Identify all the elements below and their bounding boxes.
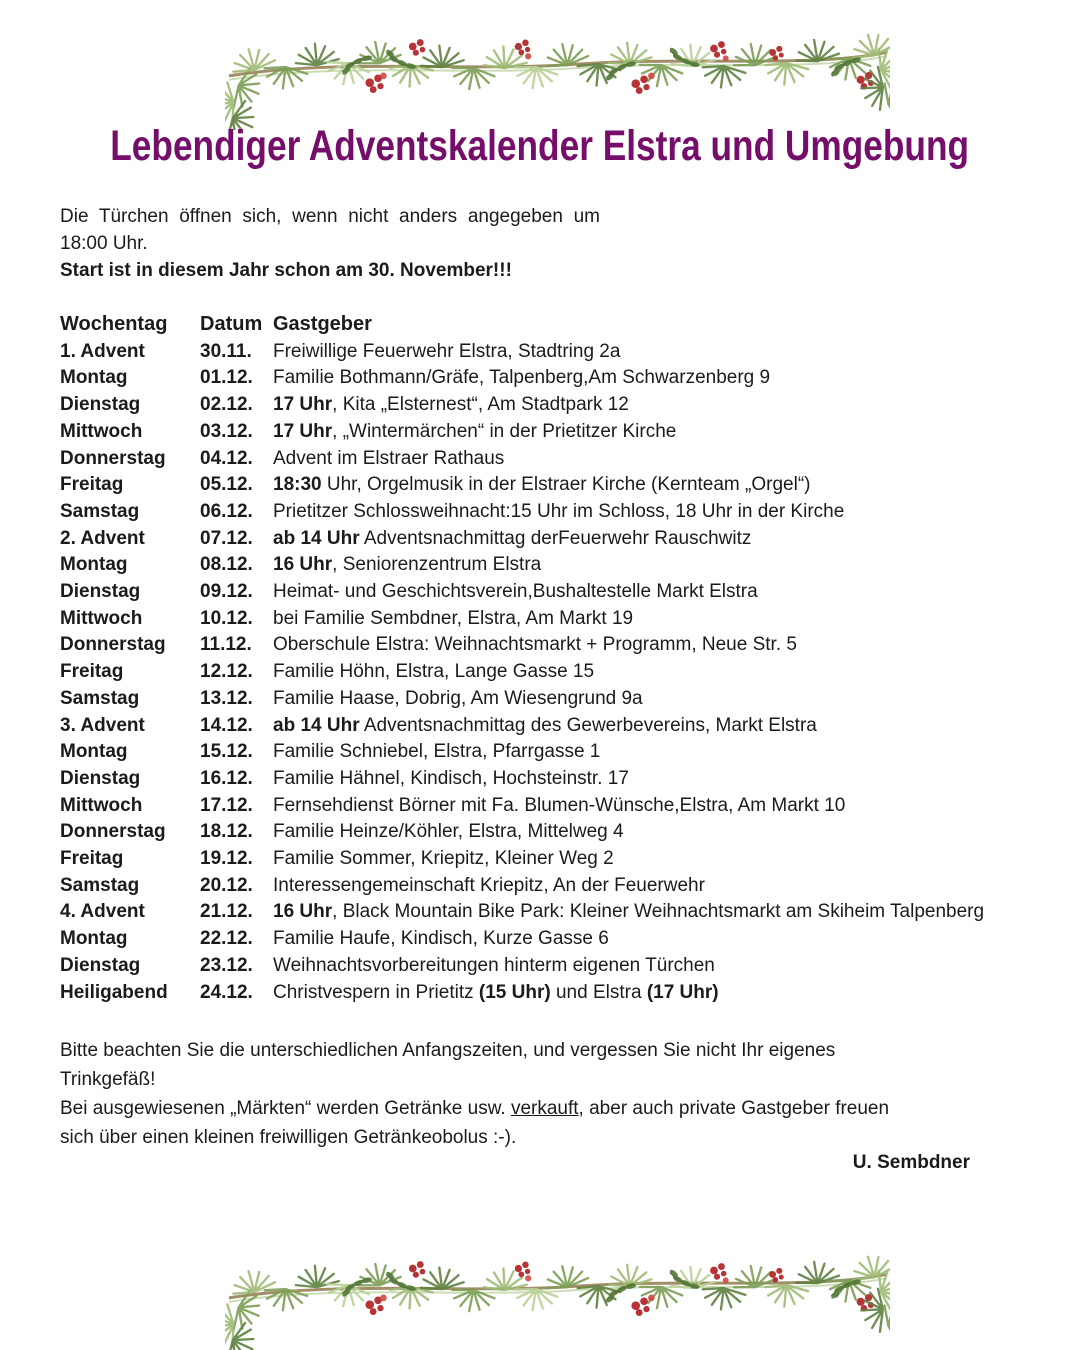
row-date: 21.12. xyxy=(200,901,253,923)
intro-start-note: Start ist in diesem Jahr schon am 30. November!!! xyxy=(60,260,512,281)
intro-line1: Die Türchen öffnen sich, wenn nicht anders angegeben um xyxy=(60,206,600,227)
row-date: 20.12. xyxy=(200,874,253,896)
row-host: 16 Uhr, Black Mountain Bike Park: Kleiner Weihnachtsmarkt am Skiheim Talpenberg xyxy=(273,901,985,923)
row-date: 06.12. xyxy=(200,500,253,522)
row-host: ab 14 Uhr Adventsnachmittag derFeuerwehr Rauschwitz xyxy=(273,527,752,549)
row-date: 19.12. xyxy=(200,848,253,870)
row-date: 11.12. xyxy=(200,634,252,656)
row-weekday: Dienstag xyxy=(60,394,141,416)
row-date: 08.12. xyxy=(200,554,253,576)
table-row xyxy=(60,873,1050,900)
row-weekday: Samstag xyxy=(60,500,140,522)
row-date: 02.12. xyxy=(200,394,253,416)
schedule-header-row xyxy=(60,311,1050,338)
header-date: Datum xyxy=(200,313,263,335)
signature: U. Sembdner xyxy=(852,1152,970,1173)
table-row xyxy=(60,472,1050,499)
table-row xyxy=(60,926,1050,953)
row-date: 04.12. xyxy=(200,447,253,469)
table-row xyxy=(60,632,1050,659)
garland-bottom-image xyxy=(225,1232,890,1350)
table-row xyxy=(60,446,1050,473)
row-weekday: Montag xyxy=(60,554,128,576)
notice-drinks: Bei ausgewiesenen „Märkten“ werden Getränke usw. verkauft, aber auch private Gastgeber freuen sich über einen kleinen freiwilligen Getränkeobolus :-). xyxy=(60,1098,890,1148)
garland-top-image xyxy=(225,10,890,130)
row-weekday: 4. Advent xyxy=(60,901,145,923)
table-row xyxy=(60,793,1050,820)
row-host: 17 Uhr, „Wintermärchen“ in der Prietitzer Kirche xyxy=(273,420,677,442)
row-weekday: Freitag xyxy=(60,661,124,683)
table-row xyxy=(60,766,1050,793)
table-row xyxy=(60,713,1050,740)
row-weekday: 3. Advent xyxy=(60,714,145,736)
notice-times: Bitte beachten Sie die unterschiedlichen Anfangszeiten, und vergessen Sie nicht Ihr eigenes Trinkgefäß! xyxy=(60,1040,836,1090)
row-weekday: Mittwoch xyxy=(60,794,143,816)
schedule-table xyxy=(60,311,1050,1006)
row-host: Familie Haase, Dobrig, Am Wiesengrund 9a xyxy=(273,687,643,709)
row-date: 30.11. xyxy=(200,340,252,362)
header-weekday: Wochentag xyxy=(60,313,168,335)
row-date: 23.12. xyxy=(200,954,253,976)
table-row xyxy=(60,552,1050,579)
table-row xyxy=(60,365,1050,392)
row-date: 05.12. xyxy=(200,474,253,496)
table-row xyxy=(60,899,1050,926)
row-host: 16 Uhr, Seniorenzentrum Elstra xyxy=(273,554,542,576)
table-row xyxy=(60,980,1050,1007)
table-row xyxy=(60,392,1050,419)
row-host: Christvespern in Prietitz (15 Uhr) und Elstra (17 Uhr) xyxy=(273,981,719,1003)
row-date: 07.12. xyxy=(200,527,253,549)
row-date: 18.12. xyxy=(200,821,253,843)
row-date: 10.12. xyxy=(200,607,253,629)
row-weekday: Dienstag xyxy=(60,581,141,603)
row-weekday: Freitag xyxy=(60,474,124,496)
table-row xyxy=(60,686,1050,713)
row-host: Interessengemeinschaft Kriepitz, An der Feuerwehr xyxy=(273,874,705,896)
row-host: Familie Sommer, Kriepitz, Kleiner Weg 2 xyxy=(273,848,614,870)
intro-block xyxy=(60,203,600,284)
row-weekday: Mittwoch xyxy=(60,420,143,442)
row-host: ab 14 Uhr Adventsnachmittag des Gewerbevereins, Markt Elstra xyxy=(273,714,817,736)
row-weekday: Samstag xyxy=(60,687,140,709)
row-weekday: Dienstag xyxy=(60,767,141,789)
page-title xyxy=(0,122,1080,171)
table-row xyxy=(60,499,1050,526)
row-weekday: Samstag xyxy=(60,874,140,896)
schedule-rows xyxy=(60,339,1050,1007)
row-weekday: Donnerstag xyxy=(60,821,166,843)
row-date: 17.12. xyxy=(200,794,253,816)
table-row xyxy=(60,953,1050,980)
row-host: 18:30 Uhr, Orgelmusik in der Elstraer Kirche (Kernteam „Orgel“) xyxy=(273,474,811,496)
intro-line2: 18:00 Uhr. xyxy=(60,233,148,254)
row-weekday: Dienstag xyxy=(60,954,141,976)
table-row xyxy=(60,606,1050,633)
table-row xyxy=(60,819,1050,846)
row-date: 16.12. xyxy=(200,767,253,789)
row-date: 14.12. xyxy=(200,714,253,736)
row-host: Weihnachtsvorbereitungen hinterm eigenen Türchen xyxy=(273,954,715,976)
row-date: 24.12. xyxy=(200,981,253,1003)
row-date: 03.12. xyxy=(200,420,253,442)
row-host: Fernsehdienst Börner mit Fa. Blumen-Wünsche,Elstra, Am Markt 10 xyxy=(273,794,846,816)
row-host: Advent im Elstraer Rathaus xyxy=(273,447,505,469)
row-weekday: Donnerstag xyxy=(60,447,166,469)
header-host: Gastgeber xyxy=(273,313,372,335)
row-host: Familie Bothmann/Gräfe, Talpenberg,Am Schwarzenberg 9 xyxy=(273,367,771,389)
row-weekday: Heiligabend xyxy=(60,981,168,1003)
row-weekday: Freitag xyxy=(60,848,124,870)
table-row xyxy=(60,846,1050,873)
table-row xyxy=(60,339,1050,366)
row-weekday: Donnerstag xyxy=(60,634,166,656)
page-title-text: Lebendiger Adventskalender Elstra und Umgebung xyxy=(110,122,970,170)
row-weekday: Montag xyxy=(60,741,128,763)
row-host: Familie Haufe, Kindisch, Kurze Gasse 6 xyxy=(273,928,609,950)
row-weekday: 1. Advent xyxy=(60,340,145,362)
row-host: Oberschule Elstra: Weihnachtsmarkt + Programm, Neue Str. 5 xyxy=(273,634,797,656)
footer-notes xyxy=(60,1036,960,1152)
row-host: Familie Hähnel, Kindisch, Hochsteinstr. 17 xyxy=(273,767,629,789)
row-host: Familie Schniebel, Elstra, Pfarrgasse 1 xyxy=(273,741,601,763)
row-date: 15.12. xyxy=(200,741,253,763)
row-host: 17 Uhr, Kita „Elsternest“, Am Stadtpark 12 xyxy=(273,394,629,416)
row-date: 09.12. xyxy=(200,581,253,603)
row-host: Heimat- und Geschichtsverein,Bushaltestelle Markt Elstra xyxy=(273,581,758,603)
row-host: Prietitzer Schlossweihnacht:15 Uhr im Schloss, 18 Uhr in der Kirche xyxy=(273,500,845,522)
row-host: Familie Heinze/Köhler, Elstra, Mittelweg 4 xyxy=(273,821,624,843)
row-weekday: Montag xyxy=(60,928,128,950)
row-date: 22.12. xyxy=(200,928,253,950)
row-date: 12.12. xyxy=(200,661,253,683)
row-host: Familie Höhn, Elstra, Lange Gasse 15 xyxy=(273,661,595,683)
table-row xyxy=(60,739,1050,766)
table-row xyxy=(60,579,1050,606)
table-row xyxy=(60,526,1050,553)
row-date: 01.12. xyxy=(200,367,253,389)
row-weekday: Montag xyxy=(60,367,128,389)
row-host: Freiwillige Feuerwehr Elstra, Stadtring 2a xyxy=(273,340,621,362)
row-weekday: Mittwoch xyxy=(60,607,143,629)
row-date: 13.12. xyxy=(200,687,253,709)
table-row xyxy=(60,419,1050,446)
row-host: bei Familie Sembdner, Elstra, Am Markt 19 xyxy=(273,607,634,629)
table-row xyxy=(60,659,1050,686)
row-weekday: 2. Advent xyxy=(60,527,145,549)
